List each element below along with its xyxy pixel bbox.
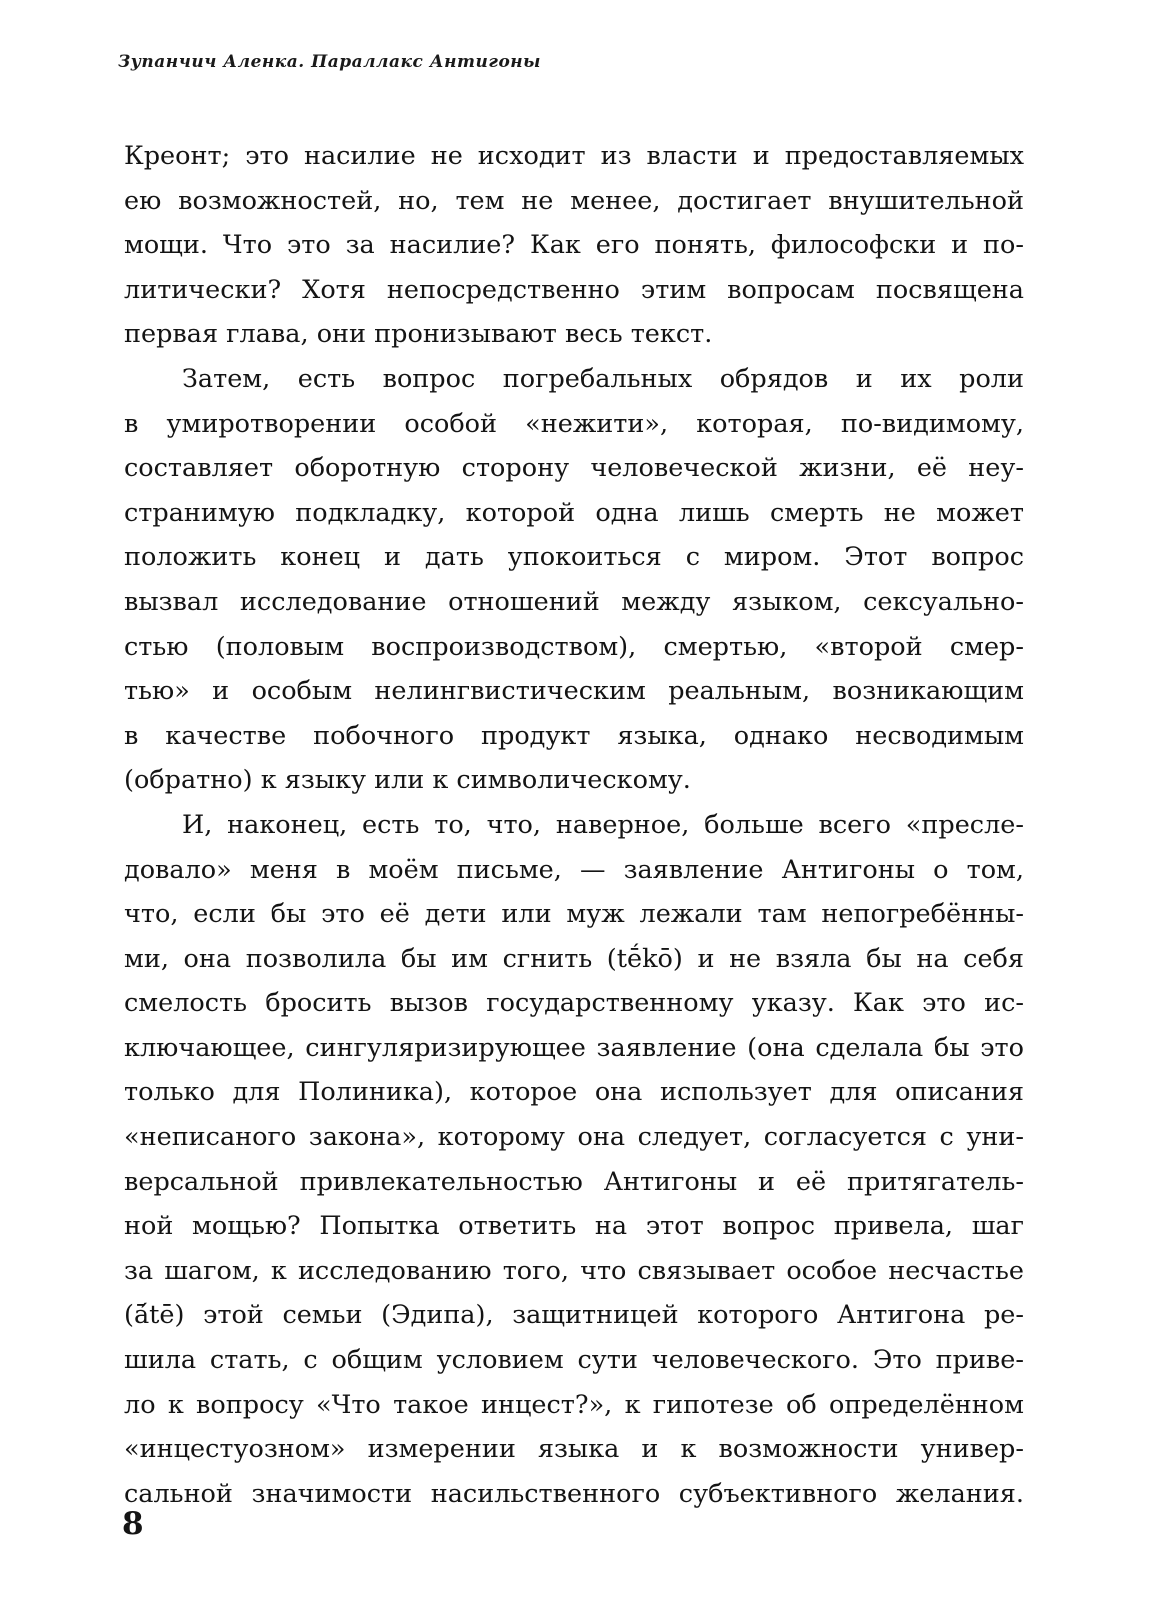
text-line: И, наконец, есть то, что, наверное, больше всего «пресле- (182, 809, 1024, 840)
text-line: первая глава, они пронизывают весь текст. (124, 319, 713, 350)
body-text (124, 134, 1024, 1516)
paragraph (124, 134, 1024, 357)
text-line: довало» меня в моём письме, — заявление Антигоны о том, (124, 854, 1024, 885)
text-line: литически? Хотя непосредственно этим вопросам посвящена (124, 274, 1024, 305)
text-line: вызвал исследование отношений между языком, сексуально- (124, 586, 1024, 617)
running-head: Зупанчич Аленка. Параллакс Антигоны (118, 52, 541, 72)
text-line: ключающее, сингуляризирующее заявление (она сделала бы это (124, 1032, 1024, 1063)
text-line: составляет оборотную сторону человеческой жизни, её неу- (124, 453, 1024, 484)
text-line: сальной значимости насильственного субъективного желания. (124, 1478, 1024, 1509)
text-line: в умиротворении особой «нежити», которая, по-видимому, (124, 408, 1024, 439)
text-line: что, если бы это её дети или муж лежали там непогребённы- (124, 899, 1024, 930)
text-line: за шагом, к исследованию того, что связывает особое несчастье (124, 1255, 1024, 1286)
text-line: смелость бросить вызов государственному указу. Как это ис- (124, 988, 1024, 1019)
text-line: Креонт; это насилие не исходит из власти и предоставляемых (124, 141, 1024, 171)
text-line: мощи. Что это за насилие? Как его понять, философски и по- (124, 230, 1024, 261)
text-line: ло к вопросу «Что такое инцест?», к гипотезе об определённом (124, 1389, 1024, 1420)
text-line: версальной привлекательностью Антигоны и её притягатель- (124, 1166, 1024, 1197)
text-line: (ā́tē) этой семьи (Эдипа), защитницей которого Антигона ре- (124, 1300, 1024, 1331)
text-line: шила стать, с общим условием сути человеческого. Это приве- (124, 1345, 1024, 1376)
text-line: положить конец и дать упокоиться с миром. Этот вопрос (124, 542, 1024, 573)
text-line: ею возможностей, но, тем не менее, достигает внушительной (124, 185, 1024, 216)
text-line: «инцестуозном» измерении языка и к возможности универ- (124, 1434, 1024, 1465)
paragraph (124, 803, 1024, 1517)
text-line: странимую подкладку, которой одна лишь смерть не может (124, 497, 1024, 528)
text-line: ной мощью? Попытка ответить на этот вопрос привела, шаг (124, 1211, 1024, 1242)
text-line: только для Полиника), которое она использует для описания (124, 1077, 1024, 1108)
text-line: «неписаного закона», которому она следует, согласуется с уни- (124, 1122, 1024, 1153)
text-line: в качестве побочного продукт языка, однако несводимым (124, 720, 1024, 751)
paragraph (124, 357, 1024, 803)
text-line: ми, она позволила бы им сгнить (tḗkō) и не взяла бы на себя (124, 943, 1024, 974)
text-line: Затем, есть вопрос погребальных обрядов и их роли (182, 363, 1024, 394)
page-number: 8 (122, 1506, 144, 1542)
text-line: стью (половым воспроизводством), смертью, «второй смер- (124, 631, 1024, 662)
text-line: (обратно) к языку или к символическому. (124, 765, 691, 796)
text-line: тью» и особым нелингвистическим реальным, возникающим (124, 676, 1024, 707)
